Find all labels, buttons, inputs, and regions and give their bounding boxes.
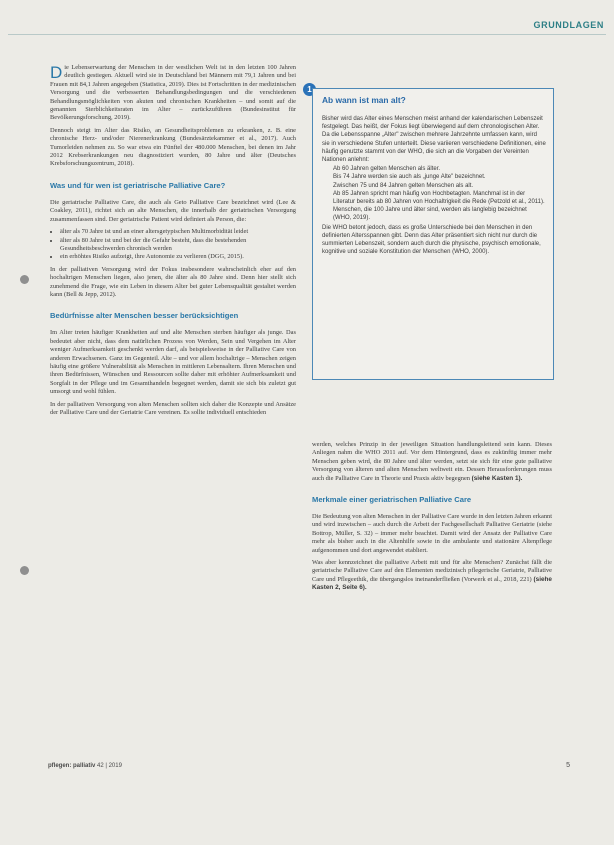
punch-hole-bottom — [20, 566, 29, 575]
paragraph: Was aber kennzeichnet die palliative Arbeit mit und für alte Menschen? Zunächst fällt die geriatrische Palliative Care auf den Elementen medizinisch pflegerische Geriatrie, Palliative Care und Pflegeethik, die übergangslos ineinanderfließen (Vorwerk et al., 2018, 221) (siehe Kasten 2, Seite 6). — [312, 559, 552, 592]
section-label: GRUNDLAGEN — [533, 20, 604, 30]
paragraph: Im Alter treten häufiger Krankheiten auf und alte Menschen sterben häufiger als junge. Das bedeutet aber nicht, dass dem natürlichen Prozess von Werden, Sein und Vergehen im Alter weniger Aufmerksamkeit geschenkt werden darf, als beispielsweise in der Palliative Care von anderen Erwachsenen. Ganz im Gegenteil. Alte – und vor allem hochaltrige – Menschen zeigen häufig eine größere Vulnerabilität als Menschen in mittleren Lebensaltern. Ihren Menschen und ihren Bedürfnissen, Wünschen und Ressourcen sollte daher mit erhöhter Aufmerksamkeit und Sorgfalt in der Pflege und im Gesamthandeln begegnet werden, damit sie sich bis zuletzt gut umsorgt und wohl fühlen. — [50, 329, 296, 396]
box-reference: (siehe Kasten 2, Seite 6). — [312, 575, 552, 592]
punch-hole-top — [20, 275, 29, 284]
box-paragraph: Die WHO betont jedoch, dass es große Unterschiede bei den Menschen in den definierten Altersspannen gibt. Denn das Alter präsentiert sich nicht nur durch die summierten Lebenszeit, sondern auch durch die physische, psychisch emotionale, kognitive und soziale Konstitution der Menschen (WHO, 2000). — [322, 224, 541, 256]
list-item: • älter als 70 Jahre ist und an einer altersgetypischen Multimorbidität leidet — [60, 228, 296, 236]
paragraph: Die geriatrische Palliative Care, die auch als Geto Palliative Care bezeichnet wird (Lee & Coakley, 2011), richtet sich an alte Menschen, die innerhalb der geriatrischen Versorgung zusammenfassen sind. Der geriatrische Patient wird definiert als Person, die: — [50, 198, 296, 223]
box-title: Ab wann ist man alt? — [322, 95, 406, 105]
list-item: • älter als 80 Jahre ist und bei der die Gefahr besteht, dass die bestehenden Gesundheitsbeschwerden chronisch werden — [60, 237, 296, 254]
issue-number: 42 | 2019 — [97, 763, 122, 769]
dropcap: D — [50, 63, 63, 82]
list-item: • ein erhöhtes Risiko aufzeigt, ihre Autonomie zu verlieren (DGG, 2015). — [60, 253, 296, 261]
journal-name: pflegen: palliativ — [48, 763, 96, 769]
section-heading: Was und für wen ist geriatrische Palliative Care? — [50, 180, 226, 190]
journal-footer — [48, 763, 122, 769]
box-paragraph: Bisher wird das Alter eines Menschen meist anhand der kalendarischen Lebenszeit festgelegt. Das heißt, der Fokus liegt überwiegend auf dem chronologischen Alter. Da die Lebensspanne „Alter" zwischen mehrere Jahrzehnte umfassen kann, wird sie in verschiedene Stufen unterteilt. Diese variieren verschiedene Definitionen, eine häufig genutzte stammt von der WHO, die sich an die Vorgaben der Vereinten Nationen anlehnt: — [322, 116, 546, 164]
left-column — [50, 64, 296, 421]
paragraph: In der palliativen Versorgung wird der Fokus insbesondere wahrscheinlich eher auf den hochaltrigen Menschen liegen, also jenen, die älter als 80 Jahre sind. Denn hier stellt sich zunehmend die Frage, wie ein Leben in diesem Alter bei guter Lebensqualität gestaltet werden kann (Bell & Jepp, 2012). — [50, 265, 296, 298]
info-box — [312, 88, 554, 380]
paragraph: In der palliativen Versorgung von alten Menschen sollten sich daher die Konzepte und Ansätze der Palliative Care und der Geriatrie Care vereinen. Es sollte individuell entschieden — [50, 400, 296, 416]
paragraph: Die Bedeutung von alten Menschen in der Palliative Care wurde in den letzten Jahren erkannt und wird inzwischen – auch durch die Arbeit der Fachgesellschaft Palliative Geriatrie (siehe Bottrop, Müller, S. 32) – immer mehr beachtet. Damit wird der Ansatz der Palliative Care mehr als bisher auch in die Altenhilfe sowie in die ambulante und stationäre Altenpflege aufgenommen und dort angewendet etabliert. — [312, 513, 552, 554]
section-heading: Merkmale einer geriatrischen Palliative Care — [312, 495, 472, 505]
header-rule — [8, 34, 606, 35]
right-column — [312, 441, 552, 597]
intro-paragraph: Die Lebenserwartung der Menschen in der westlichen Welt ist in den letzten 100 Jahren deutlich gestiegen. Aktuell wird sie in Deutschland bei Männern mit 79,1 Jahren und bei Frauen mit 84,1 Jahren angegeben (Statistica, 2019). Dies ist Fortschritten in der medizinischen Versorgung und die verbesserten Behandlungsbedingungen und die verschiedenen Behandlungsmöglichkeiten von akuten und chronischen Krankheiten – und somit auf die genannten Sterblichkeitsraten im Alter – zurückzuführen (Bundesinstitut für Bevölkerungsforschung, 2019). — [50, 63, 296, 122]
section-heading: Bedürfnisse alter Menschen besser berücksichtigen — [50, 311, 239, 321]
box-reference: (siehe Kasten 1). — [471, 474, 523, 482]
paragraph: Dennoch steigt im Alter das Risiko, an Gesundheitsproblemen zu erkranken, z. B. eine chronische Herz- und/oder Nierenerkrankung (Bundesärztekammer et al., 2017). Auch Tumorleiden nehmen zu. So war etwa ein Fünftel der 480.000 Menschen, bei denen im Jahr 2012 Krebserkrankungen neu diagnostiziert wurden, 80 Jahre und älter (Deutsches Krebsforschungszentrum, 2018). — [50, 126, 296, 168]
box-list-item: Bis 74 Jahre werden sie auch als „junge Alte" bezeichnet. — [333, 174, 486, 181]
page-number: 5 — [566, 762, 570, 769]
box-list-item: Zwischen 75 und 84 Jahren gelten Menschen als alt. — [333, 182, 474, 189]
box-list — [322, 165, 546, 222]
bullet-list — [50, 228, 296, 262]
paragraph: werden, welches Prinzip in der jeweiligen Situation handlungsleitend sein kann. Dieses Anliegen nahm die WHO 2011 auf. Vor dem Hintergrund, dass es zukünftig immer mehr Menschen geben wird, die 80 Jahre und älter werden, setzt sie sich für eine gute palliative Versorgung von älteren und alten Menschen weltweit ein. Dessen Herausforderungen muss auch die Palliative Care in Theorie und Praxis aktiv begegnen (siehe Kasten 1). — [312, 441, 552, 482]
box-list-item: Ab 85 Jahren spricht man häufig von Hochbetagten. Manchmal ist in der Literatur bereits ab 80 Jahren von Hochaltrigkeit die Rede (Petzold et al., 2011). — [333, 190, 545, 206]
box-list-item: Ab 60 Jahren gelten Menschen als älter. — [333, 166, 441, 173]
box-list-item: Menschen, die 100 Jahre und älter sind, werden als langlebig bezeichnet (WHO, 2019). — [333, 207, 527, 222]
box-number-badge: 1 — [303, 83, 316, 96]
